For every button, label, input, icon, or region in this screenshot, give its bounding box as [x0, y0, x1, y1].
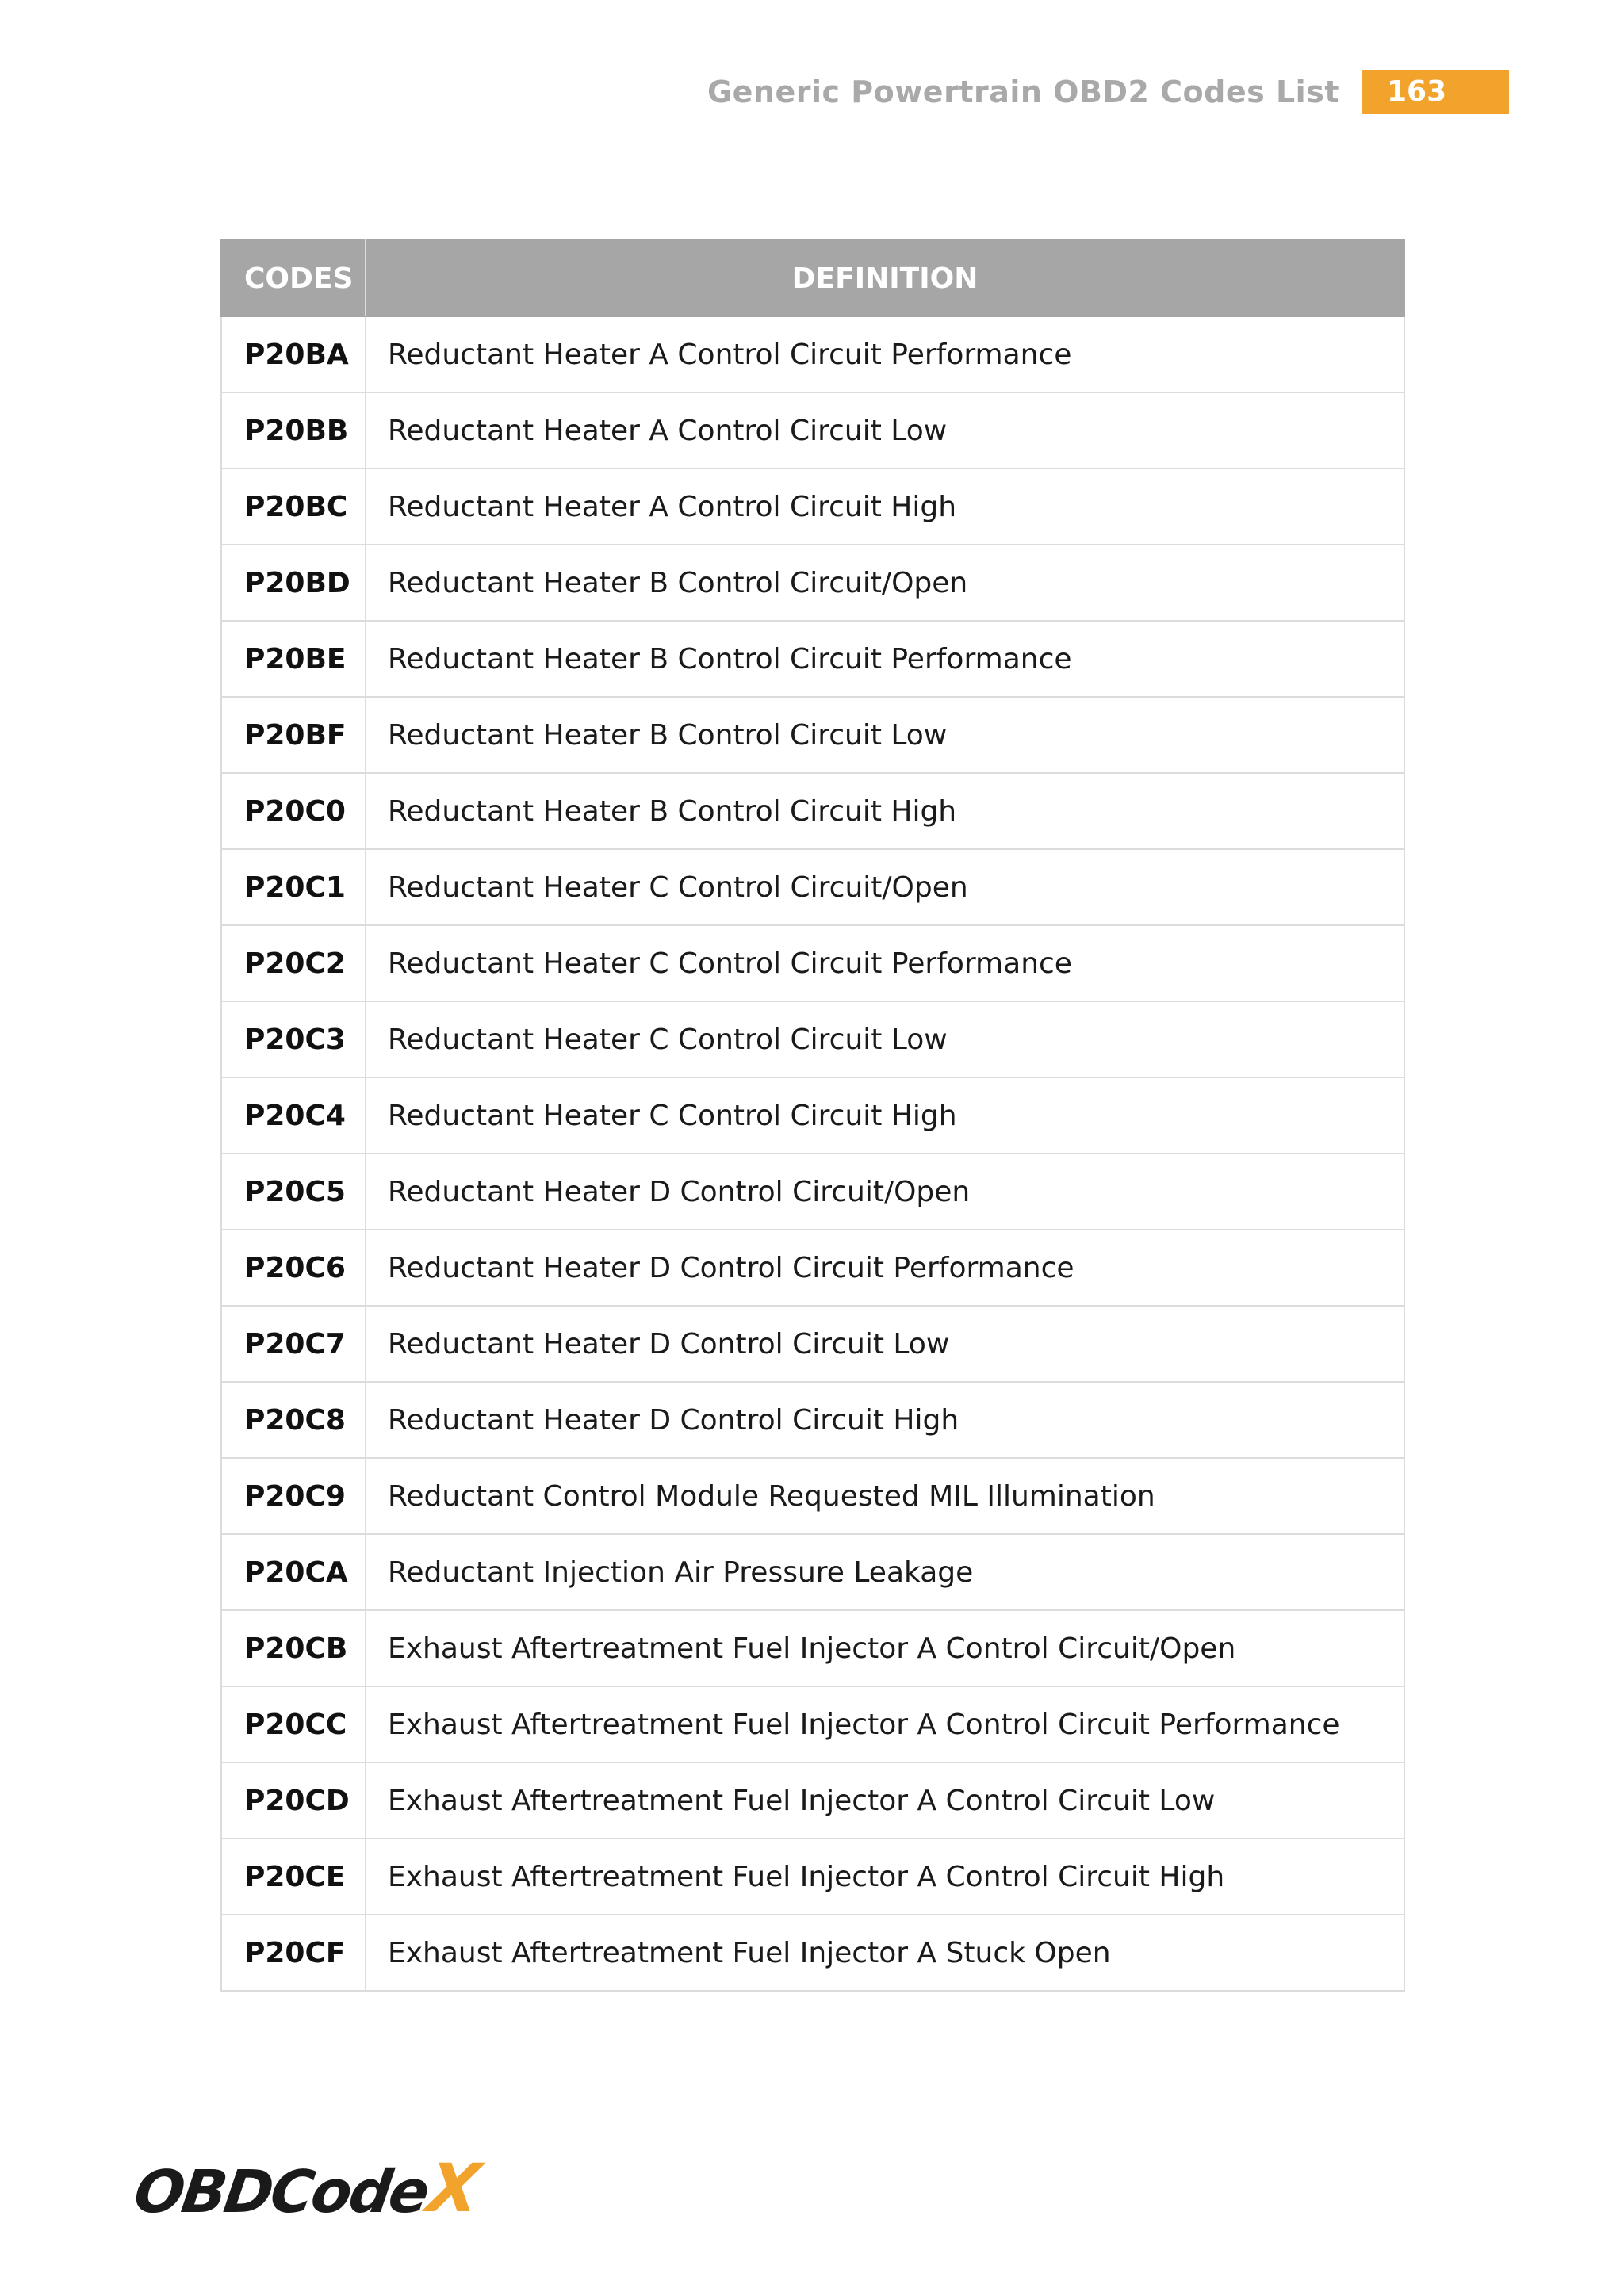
table-row: [221, 1306, 1404, 1382]
definition-cell: Reductant Heater C Control Circuit/Open: [366, 849, 1404, 925]
code-cell: P20C2: [221, 925, 366, 1001]
code-cell: P20BE: [221, 621, 366, 697]
table-row: [221, 1458, 1404, 1534]
code-cell: P20C0: [221, 773, 366, 849]
table-row: [221, 1154, 1404, 1230]
definition-cell: Reductant Heater A Control Circuit Performance: [366, 316, 1404, 392]
definition-cell: Reductant Heater B Control Circuit High: [366, 773, 1404, 849]
codes-table: [220, 239, 1405, 1992]
code-cell: P20C3: [221, 1001, 366, 1077]
definition-cell: Reductant Heater D Control Circuit Performance: [366, 1230, 1404, 1306]
table-row: [221, 392, 1404, 469]
definition-cell: Exhaust Aftertreatment Fuel Injector A Control Circuit Low: [366, 1762, 1404, 1839]
column-header-codes: CODES: [221, 240, 366, 316]
code-cell: P20BF: [221, 697, 366, 773]
code-cell: P20C5: [221, 1154, 366, 1230]
code-cell: P20C4: [221, 1077, 366, 1154]
definition-cell: Reductant Heater D Control Circuit Low: [366, 1306, 1404, 1382]
table-row: [221, 621, 1404, 697]
table-row: [221, 545, 1404, 621]
document-title: Generic Powertrain OBD2 Codes List: [707, 75, 1339, 109]
code-cell: P20C1: [221, 849, 366, 925]
table-row: [221, 1077, 1404, 1154]
table-row: [221, 697, 1404, 773]
definition-cell: Exhaust Aftertreatment Fuel Injector A Control Circuit Performance: [366, 1686, 1404, 1762]
definition-cell: Exhaust Aftertreatment Fuel Injector A Control Circuit High: [366, 1839, 1404, 1915]
definition-cell: Reductant Heater D Control Circuit/Open: [366, 1154, 1404, 1230]
table-row: [221, 469, 1404, 545]
code-cell: P20CE: [221, 1839, 366, 1915]
table-row: [221, 1382, 1404, 1458]
code-cell: P20BC: [221, 469, 366, 545]
code-cell: P20C7: [221, 1306, 366, 1382]
logo-wordmark: OBDCode: [129, 2158, 432, 2226]
definition-cell: Reductant Heater D Control Circuit High: [366, 1382, 1404, 1458]
definition-cell: Reductant Heater A Control Circuit Low: [366, 392, 1404, 469]
definition-cell: Reductant Heater A Control Circuit High: [366, 469, 1404, 545]
code-cell: P20CD: [221, 1762, 366, 1839]
table-row: [221, 1762, 1404, 1839]
table-row: [221, 925, 1404, 1001]
table-row: [221, 1610, 1404, 1686]
table-row: [221, 316, 1404, 392]
definition-cell: Reductant Injection Air Pressure Leakage: [366, 1534, 1404, 1610]
table-row: [221, 1686, 1404, 1762]
code-cell: P20CB: [221, 1610, 366, 1686]
definition-cell: Exhaust Aftertreatment Fuel Injector A Stuck Open: [366, 1915, 1404, 1991]
definition-cell: Reductant Heater B Control Circuit/Open: [366, 545, 1404, 621]
code-cell: P20C9: [221, 1458, 366, 1534]
definition-cell: Reductant Heater B Control Circuit Performance: [366, 621, 1404, 697]
code-cell: P20C8: [221, 1382, 366, 1458]
definition-cell: Reductant Heater B Control Circuit Low: [366, 697, 1404, 773]
definition-cell: Reductant Heater C Control Circuit Performance: [366, 925, 1404, 1001]
code-cell: P20CF: [221, 1915, 366, 1991]
obdcodex-logo: [129, 2149, 485, 2227]
definition-cell: Exhaust Aftertreatment Fuel Injector A Control Circuit/Open: [366, 1610, 1404, 1686]
code-cell: P20CA: [221, 1534, 366, 1610]
definition-cell: Reductant Heater C Control Circuit High: [366, 1077, 1404, 1154]
column-header-definition: DEFINITION: [366, 240, 1404, 316]
definition-cell: Reductant Heater C Control Circuit Low: [366, 1001, 1404, 1077]
table-row: [221, 1534, 1404, 1610]
table-row: [221, 1230, 1404, 1306]
table-row: [221, 773, 1404, 849]
table-row: [221, 1839, 1404, 1915]
definition-cell: Reductant Control Module Requested MIL Illumination: [366, 1458, 1404, 1534]
code-cell: P20BD: [221, 545, 366, 621]
table-row: [221, 1915, 1404, 1991]
logo-accent-x: X: [423, 2149, 485, 2227]
code-cell: P20C6: [221, 1230, 366, 1306]
table-row: [221, 849, 1404, 925]
code-cell: P20CC: [221, 1686, 366, 1762]
table-header-row: [221, 240, 1404, 316]
code-cell: P20BA: [221, 316, 366, 392]
page-header: [707, 70, 1509, 114]
table-row: [221, 1001, 1404, 1077]
page-number-badge: 163: [1362, 70, 1509, 114]
code-cell: P20BB: [221, 392, 366, 469]
